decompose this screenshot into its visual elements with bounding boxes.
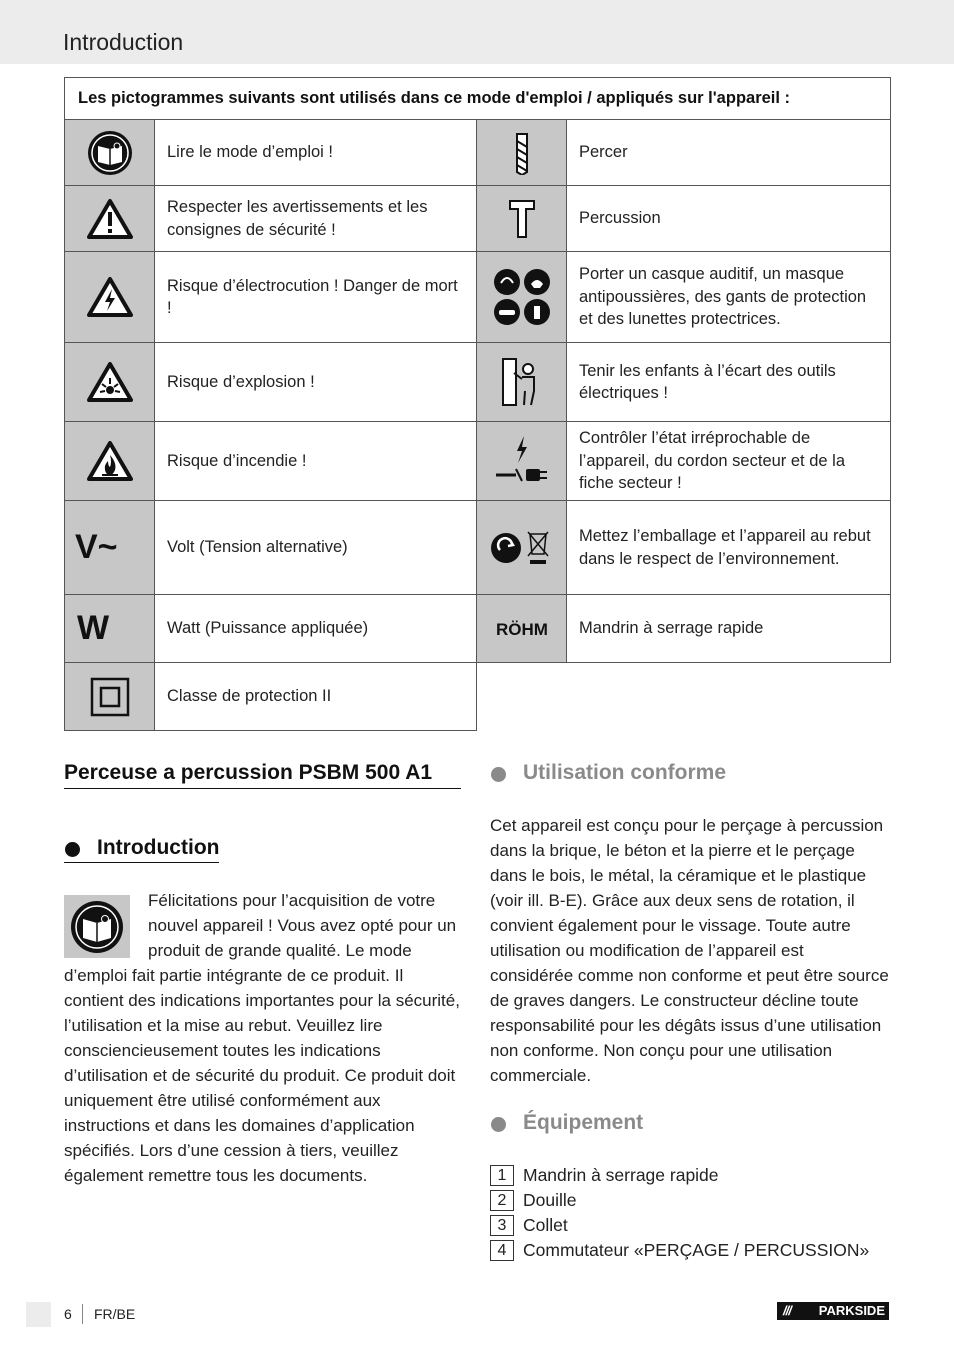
recycling-icon (477, 501, 567, 595)
utilisation-title: Utilisation conforme (523, 761, 727, 784)
watt-symbol: W (77, 609, 110, 647)
table-cell-text: Percussion (567, 186, 891, 252)
table-cell-text: Risque d’explosion ! (155, 343, 477, 422)
warning-triangle-icon (65, 186, 155, 252)
table-cell-text: Tenir les enfants à l’écart des outils électriques ! (567, 343, 891, 422)
electric-shock-icon (65, 252, 155, 343)
item-number: 3 (490, 1215, 514, 1236)
rohm-logo-icon (477, 595, 567, 663)
language-code: FR/BE (94, 1306, 136, 1322)
volt-ac-icon (65, 501, 155, 595)
item-label: Collet (523, 1215, 568, 1235)
footer-marker (26, 1302, 51, 1327)
bullet-icon (491, 1117, 506, 1132)
parkside-logo (777, 1302, 889, 1320)
table-cell-text: Porter un casque auditif, un masque antipoussières, des gants de protection et des lunettes protectrices. (567, 252, 891, 343)
introduction-title: Introduction (64, 836, 219, 863)
table-cell-text: Volt (Tension alternative) (155, 501, 477, 595)
page-number: 6 (64, 1306, 72, 1322)
item-number: 1 (490, 1165, 514, 1186)
table-cell-text: Risque d’électrocution ! Danger de mort ! (155, 252, 477, 343)
utilisation-text: Cet appareil est conçu pour le perçage à percussion dans la brique, le béton et la pierre et le perçage dans le bois, le métal, la céramique et le plastique (voir ill. B-E). Grâce aux deux sens de rotation, il convient également pour le vissage. Toute autre utilisation ou modification de l’appareil est considérée comme non conforme et peut être source de graves dangers. Le constructeur décline toute responsabilité pour les dégâts issus d’une utilisation non conforme. Non conçu pour une utilisation commerciale. (490, 816, 889, 1085)
drill-bit-icon (477, 120, 567, 186)
table-cell-text: Mettez l’emballage et l’appareil au rebut dans le respect de l’environnement. (567, 501, 891, 595)
brand-stripes-icon: /// (783, 1303, 791, 1318)
equipement-title: Équipement (523, 1111, 644, 1134)
footer-divider (82, 1304, 83, 1324)
explosion-icon (65, 343, 155, 422)
table-cell-text: Watt (Puissance appliquée) (155, 595, 477, 663)
protection-class-ii-icon (65, 663, 155, 731)
item-label: Douille (523, 1190, 577, 1210)
product-title: Perceuse a percussion PSBM 500 A1 (64, 761, 461, 789)
table-cell-text: Contrôler l’état irréprochable de l’appareil, du cordon secteur et de la fiche secteur ! (567, 422, 891, 501)
bullet-icon (491, 767, 506, 782)
item-label: Commutateur «PERÇAGE / PERCUSSION» (523, 1240, 870, 1260)
hammer-icon (477, 186, 567, 252)
item-number: 4 (490, 1240, 514, 1261)
table-cell-text: Risque d’incendie ! (155, 422, 477, 501)
table-cell-text: Mandrin à serrage rapide (567, 595, 891, 663)
keep-children-away-icon (477, 343, 567, 422)
table-cell-text: Classe de protection II (155, 663, 477, 731)
pictogram-table (64, 77, 891, 731)
introduction-text (64, 888, 462, 1188)
table-cell-text: Lire le mode d’emploi ! (155, 120, 477, 186)
item-number: 2 (490, 1190, 514, 1211)
fire-icon (65, 422, 155, 501)
brand-name: PARKSIDE (818, 1303, 885, 1318)
table-cell-text: Respecter les avertissements et les consignes de sécurité ! (155, 186, 477, 252)
cable-check-icon (477, 422, 567, 501)
introduction-paragraph: Félicitations pour l’acquisition de votre nouvel appareil ! Vous avez opté pour un produit de grande qualité. Le mode d’emploi fait partie intégrante de ce produit. Il contient des indications importantes pour la sécurité, l’utilisation et la mise au rebut. Veuillez lire consciencieusement toutes les indications d’utilisation et de sécurité du produit. Ce produit doit uniquement être utilisé conformément aux instructions et dans les domaines d’application spécifiés. Lors d’une cession à tiers, veuillez également remettre tous les documents. (64, 891, 460, 1185)
item-label: Mandrin à serrage rapide (523, 1165, 719, 1185)
page-header-title: Introduction (63, 29, 184, 55)
volt-symbol: V~ (75, 528, 118, 566)
pictogram-table-heading: Les pictogrammes suivants sont utilisés dans ce mode d'emploi / appliqués sur l'appareil : (65, 78, 891, 120)
watt-icon (65, 595, 155, 663)
svg-text:RÖHM: RÖHM (495, 619, 548, 639)
protective-equipment-icon (477, 252, 567, 343)
read-manual-icon (65, 120, 155, 186)
table-cell-text: Percer (567, 120, 891, 186)
